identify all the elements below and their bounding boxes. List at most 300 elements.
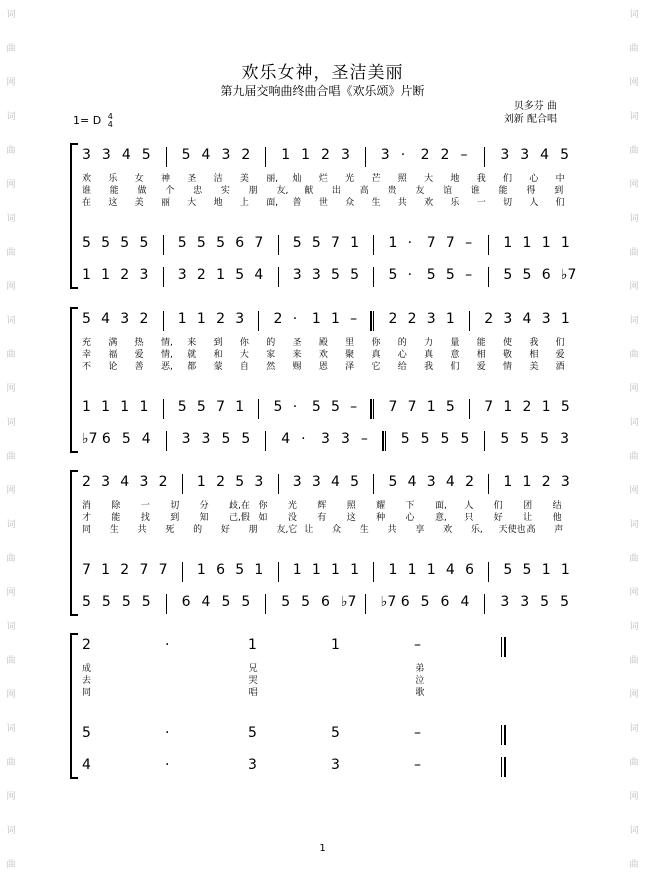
lyric-syllable: 不 [82,362,92,372]
note: 3 [292,474,302,490]
note: 4 [82,757,91,773]
barline [484,594,485,614]
note: 4 [121,147,131,163]
note: 5 [560,147,569,163]
lyric-syllable: 殿 [318,338,328,348]
note: 3 [201,431,211,447]
note: 1 [331,311,340,327]
watermark-glyph: 词 [629,826,639,836]
note: 7 [426,235,436,251]
watermark-glyph: 网 [629,384,639,394]
note: 1 [311,311,321,327]
note: 5 [177,399,187,415]
note: 2 [82,637,91,653]
lyric-syllable: 分 [199,501,209,511]
barline [385,431,386,451]
barline [166,594,167,614]
barline [373,399,374,419]
note: 5 [350,474,360,490]
barline [163,267,164,287]
watermark-glyph: 曲 [629,860,639,870]
watermark-glyph: 网 [629,588,639,598]
lyric-syllable: 高 [526,525,536,535]
note: 5 [235,562,245,578]
lyric-syllable: 和 [213,350,223,360]
note: 1 [177,311,187,327]
watermark-glyph: 网 [6,690,16,700]
lyric-syllable: 能 [476,338,486,348]
note: 2 [158,474,168,490]
note: – [460,147,468,163]
watermark-glyph: 网 [6,282,16,292]
lyric-syllable: 团 [523,501,533,511]
lyric-syllable: 真 [371,350,381,360]
watermark-glyph: 网 [629,78,639,88]
lyric-syllable: 芒 [371,174,381,184]
watermark-glyph: 网 [629,792,639,802]
note: 1 [139,399,149,415]
watermark-glyph: 词 [6,520,16,530]
note: 5 [388,267,398,283]
time-bottom: 4 [107,120,113,129]
note: 5 [301,594,311,610]
lyric-syllable: 好 [493,513,503,523]
barline [373,562,374,582]
note: 5 [292,235,302,251]
note: 2 [196,267,206,283]
lyric-syllable: 切 [503,198,513,208]
watermark-glyph: 词 [6,724,16,734]
note: 6 [235,235,245,251]
note: 1 [82,399,91,415]
barline [166,147,167,167]
note: 6 [181,594,191,610]
note: 4 [141,431,151,447]
watermark-left [2,0,20,891]
lyric-syllable: 这 [108,198,118,208]
note: 5 [221,431,231,447]
lyric-syllable: 普 [292,198,302,208]
barline [182,562,183,582]
note: 3 [139,267,149,283]
lyric-syllable: 使 [503,338,513,348]
note: 5 [445,399,455,415]
watermark-glyph: 曲 [629,146,639,156]
note: 5 [281,594,291,610]
lyric-syllable: 爱 [134,350,144,360]
lyric-syllable: 美 [239,174,249,184]
note: 5 [522,267,532,283]
lyric-syllable: 你 [258,501,268,511]
lyric-syllable: 实 [220,186,230,196]
lyric-syllable: 友 [415,186,425,196]
lyric-syllable: 一 [476,198,486,208]
lyric-syllable: 个 [165,186,175,196]
watermark-glyph: 网 [6,384,16,394]
note: 6 [541,267,551,283]
note: 5 [311,399,321,415]
lyric-syllable: 有 [317,513,327,523]
note: 2 [216,474,225,490]
lyric-syllable: 家 [266,350,276,360]
lyric-syllable: 我 [476,174,486,184]
note: 2 [273,311,283,327]
note: 7 [216,399,225,415]
note: · [407,235,413,251]
note: ♭7 [380,594,397,610]
lyric-syllable: 去 [82,676,92,686]
lyric-syllable: 众 [332,525,342,535]
system-bracket [70,143,78,289]
note: 5 [350,267,360,283]
note: 1 [101,562,111,578]
note: · [165,725,170,741]
lyric-syllable: 意 [450,350,460,360]
lyric-syllable: 的 [397,338,407,348]
note: 1 [248,637,257,653]
lyric-syllable: 泣 [415,676,425,686]
lyric-syllable: 情, [160,350,173,360]
watermark-glyph: 曲 [629,656,639,666]
note: 1 [560,311,570,327]
lyric-syllable: 圣 [187,174,197,184]
lyric-syllable: 中 [555,174,565,184]
watermark-glyph: 网 [6,792,16,802]
note: 5 [196,399,206,415]
note: 4 [445,562,455,578]
lyric-syllable: 满 [108,338,118,348]
note: 5 [400,431,410,447]
lyric-syllable: 生 [109,525,119,535]
note: 2 [241,147,251,163]
note: 5 [440,431,450,447]
lyric-syllable: 到 [213,338,223,348]
note: 1 [541,399,551,415]
note: 1 [522,474,532,490]
note: 5 [120,235,130,251]
note: 5 [503,267,513,283]
barline-thick [370,311,372,331]
note: 5 [503,562,513,578]
lyric-syllable: 灿 [292,174,302,184]
lyric-syllable: 里 [345,338,355,348]
note: 6 [321,594,330,610]
note: 1 [560,235,570,251]
lyric-syllable: 洁 [213,174,223,184]
watermark-glyph: 网 [629,282,639,292]
note: · [292,311,298,327]
barline [373,474,374,494]
watermark-glyph: 词 [629,112,639,122]
lyric-syllable: 热 [134,338,144,348]
note: 5 [522,562,532,578]
note: – [414,637,421,653]
lyric-syllable: 让 [304,525,314,535]
lyric-syllable: 都 [187,362,197,372]
note: 5 [139,235,149,251]
note: 1 [388,235,398,251]
note: 1 [216,267,225,283]
note: 3 [139,474,149,490]
lyric-syllable: 论 [108,362,118,372]
note: 4 [522,311,532,327]
lyric-syllable: 真 [424,350,434,360]
barline [258,311,259,331]
lyric-syllable: 除 [111,501,121,511]
lyric-syllable: 这 [346,513,356,523]
lyric-syllable: 心 [397,350,407,360]
watermark-glyph: 曲 [6,554,16,564]
score-system-3 [70,470,590,620]
lyric-syllable: 天使也 [498,525,526,535]
note: 5 [82,235,91,251]
lyric-syllable: 高 [359,186,369,196]
note: 2 [420,147,430,163]
lyric-syllable: 们 [450,362,460,372]
lyric-syllable: 面, [266,198,279,208]
note: 2 [321,147,330,163]
barline [365,147,366,167]
watermark-glyph: 网 [6,78,16,88]
note: 4 [201,594,211,610]
note: 7 [407,399,417,415]
note: 3 [321,431,330,447]
lyric-syllable: 相 [529,350,539,360]
lyric-syllable: 声 [554,525,564,535]
barline [278,562,279,582]
watermark-glyph: 词 [6,622,16,632]
arranger-credit: 刘新 配合唱 [503,114,557,125]
note: 5 [235,267,245,283]
note: 6 [400,594,410,610]
note: 5 [101,594,111,610]
note: ♭7 [560,267,577,283]
lyric-syllable: 歌 [415,688,425,698]
note: 5 [273,399,283,415]
lyric-syllable: 你 [371,338,381,348]
lyric-syllable: 到 [554,186,564,196]
note: 5 [101,235,111,251]
barline [373,267,374,287]
lyric-syllable: 欢 [424,198,434,208]
barline [163,311,164,331]
barline-thick [504,725,506,745]
watermark-glyph: 词 [6,10,16,20]
note: 1 [445,311,455,327]
note: 5 [560,594,569,610]
lyric-syllable: 心 [405,513,415,523]
barline-thick [370,399,372,419]
lyric-syllable: 消 [82,501,92,511]
lyric-syllable: 同 [82,688,92,698]
note: 5 [196,235,206,251]
note: 4 [460,594,470,610]
note: 3 [520,594,530,610]
watermark-glyph: 词 [629,316,639,326]
note: 4 [331,474,340,490]
note: 1 [503,399,513,415]
note: 3 [181,431,191,447]
lyric-syllable: 地 [450,174,460,184]
lyric-syllable: 丽, [266,174,279,184]
lyric-syllable: 只 [464,513,474,523]
lyric-syllable: 泽 [345,362,355,372]
note: 4 [540,147,550,163]
lyric-syllable: 朋 [248,525,258,535]
note: 6 [465,562,474,578]
watermark-glyph: 词 [629,622,639,632]
note: 6 [440,594,450,610]
lyric-syllable: 意, [434,513,447,523]
note: 1 [196,311,206,327]
note: 5 [331,267,340,283]
lyric-syllable: 献 [304,186,314,196]
note: 3 [311,474,321,490]
note: 1 [292,562,302,578]
lyric-syllable: 贵 [387,186,397,196]
lyric-syllable: 共 [137,525,147,535]
note: 1 [522,235,532,251]
lyric-syllable: 你 [239,338,249,348]
note: 1 [254,562,264,578]
barline [163,399,164,419]
watermark-glyph: 网 [6,486,16,496]
lyric-syllable: 己,假 [229,513,250,523]
barline [373,311,374,331]
lyric-syllable: 蒙 [213,362,223,372]
lyric-syllable: 共 [397,198,407,208]
lyric-syllable: 忠 [193,186,203,196]
note: 3 [541,311,551,327]
note: 2 [465,474,474,490]
watermark-glyph: 曲 [6,350,16,360]
lyric-syllable: 爱 [555,350,565,360]
credits [504,100,557,126]
note: 5 [388,474,398,490]
note: 5 [235,474,245,490]
note: 7 [82,562,91,578]
lyric-syllable: 然 [266,362,276,372]
note: 5 [540,594,550,610]
note: 3 [426,311,436,327]
note: · [400,147,406,163]
lyric-syllable: 女 [134,174,144,184]
note: 1 [196,562,206,578]
lyric-syllable: 生 [359,525,369,535]
watermark-glyph: 词 [629,724,639,734]
watermark-glyph: 曲 [6,758,16,768]
note: 5 [560,399,570,415]
lyric-syllable: 美 [529,362,539,372]
lyric-syllable: 种 [376,513,386,523]
lyric-syllable: 我 [529,338,539,348]
note: 1 [120,399,130,415]
lyric-syllable: 酒 [555,362,565,372]
lyric-syllable: 才 [82,513,92,523]
note: 5 [82,311,91,327]
lyric-syllable: 来 [187,338,197,348]
note: 5 [82,594,91,610]
note: 5 [445,267,455,283]
barline [373,235,374,255]
watermark-glyph: 曲 [6,146,16,156]
note: 3 [560,431,569,447]
watermark-glyph: 词 [6,418,16,428]
barline [501,637,502,657]
note: 3 [120,311,130,327]
note: 5 [420,594,430,610]
note: 5 [500,431,510,447]
note: 4 [445,474,455,490]
lyric-syllable: 如 [258,513,268,523]
note: 4 [281,431,291,447]
note: 2 [139,311,149,327]
lyric-syllable: 圣 [292,338,302,348]
barline [365,594,366,614]
barline [265,594,266,614]
watermark-glyph: 曲 [6,44,16,54]
barline-thick [504,637,506,657]
key-label: 1= D [73,114,102,127]
note: 1 [350,235,360,251]
lyric-syllable: 得 [526,186,536,196]
note: 3 [500,594,510,610]
watermark-glyph: 曲 [629,452,639,462]
note: 1 [560,562,570,578]
note: 5 [181,147,191,163]
lyric-syllable: 做 [137,186,147,196]
watermark-glyph: 曲 [629,248,639,258]
note: 3 [82,147,91,163]
watermark-glyph: 曲 [6,452,16,462]
lyric-syllable: 充 [82,338,92,348]
lyric-syllable: 享 [415,525,425,535]
lyric-syllable: 结 [552,501,562,511]
lyric-syllable: 聚 [345,350,355,360]
note: 2 [120,562,130,578]
note: 1 [331,562,340,578]
note: 1 [101,399,111,415]
watermark-glyph: 曲 [6,248,16,258]
note: 3 [248,757,257,773]
note: – [350,311,358,327]
note: 1 [311,562,321,578]
watermark-glyph: 曲 [6,860,16,870]
note: 5 [241,431,251,447]
note: 1 [426,562,436,578]
barline [278,267,279,287]
note: 4 [201,147,211,163]
barline [488,267,489,287]
watermark-glyph: 词 [6,214,16,224]
lyric-syllable: 死 [165,525,175,535]
note: 3 [426,474,436,490]
lyric-syllable: 面, [434,501,447,511]
lyric-syllable: 心 [529,174,539,184]
watermark-glyph: 曲 [629,554,639,564]
time-signature [108,113,113,129]
note: 7 [158,562,168,578]
lyric-syllable: 的 [266,338,276,348]
barline [278,235,279,255]
note: 7 [445,235,455,251]
note: 5 [121,431,131,447]
lyric-syllable: 们 [493,501,503,511]
note: 6 [216,562,225,578]
lyric-syllable: 量 [450,338,460,348]
lyric-syllable: 共 [387,525,397,535]
note: 3 [292,267,302,283]
